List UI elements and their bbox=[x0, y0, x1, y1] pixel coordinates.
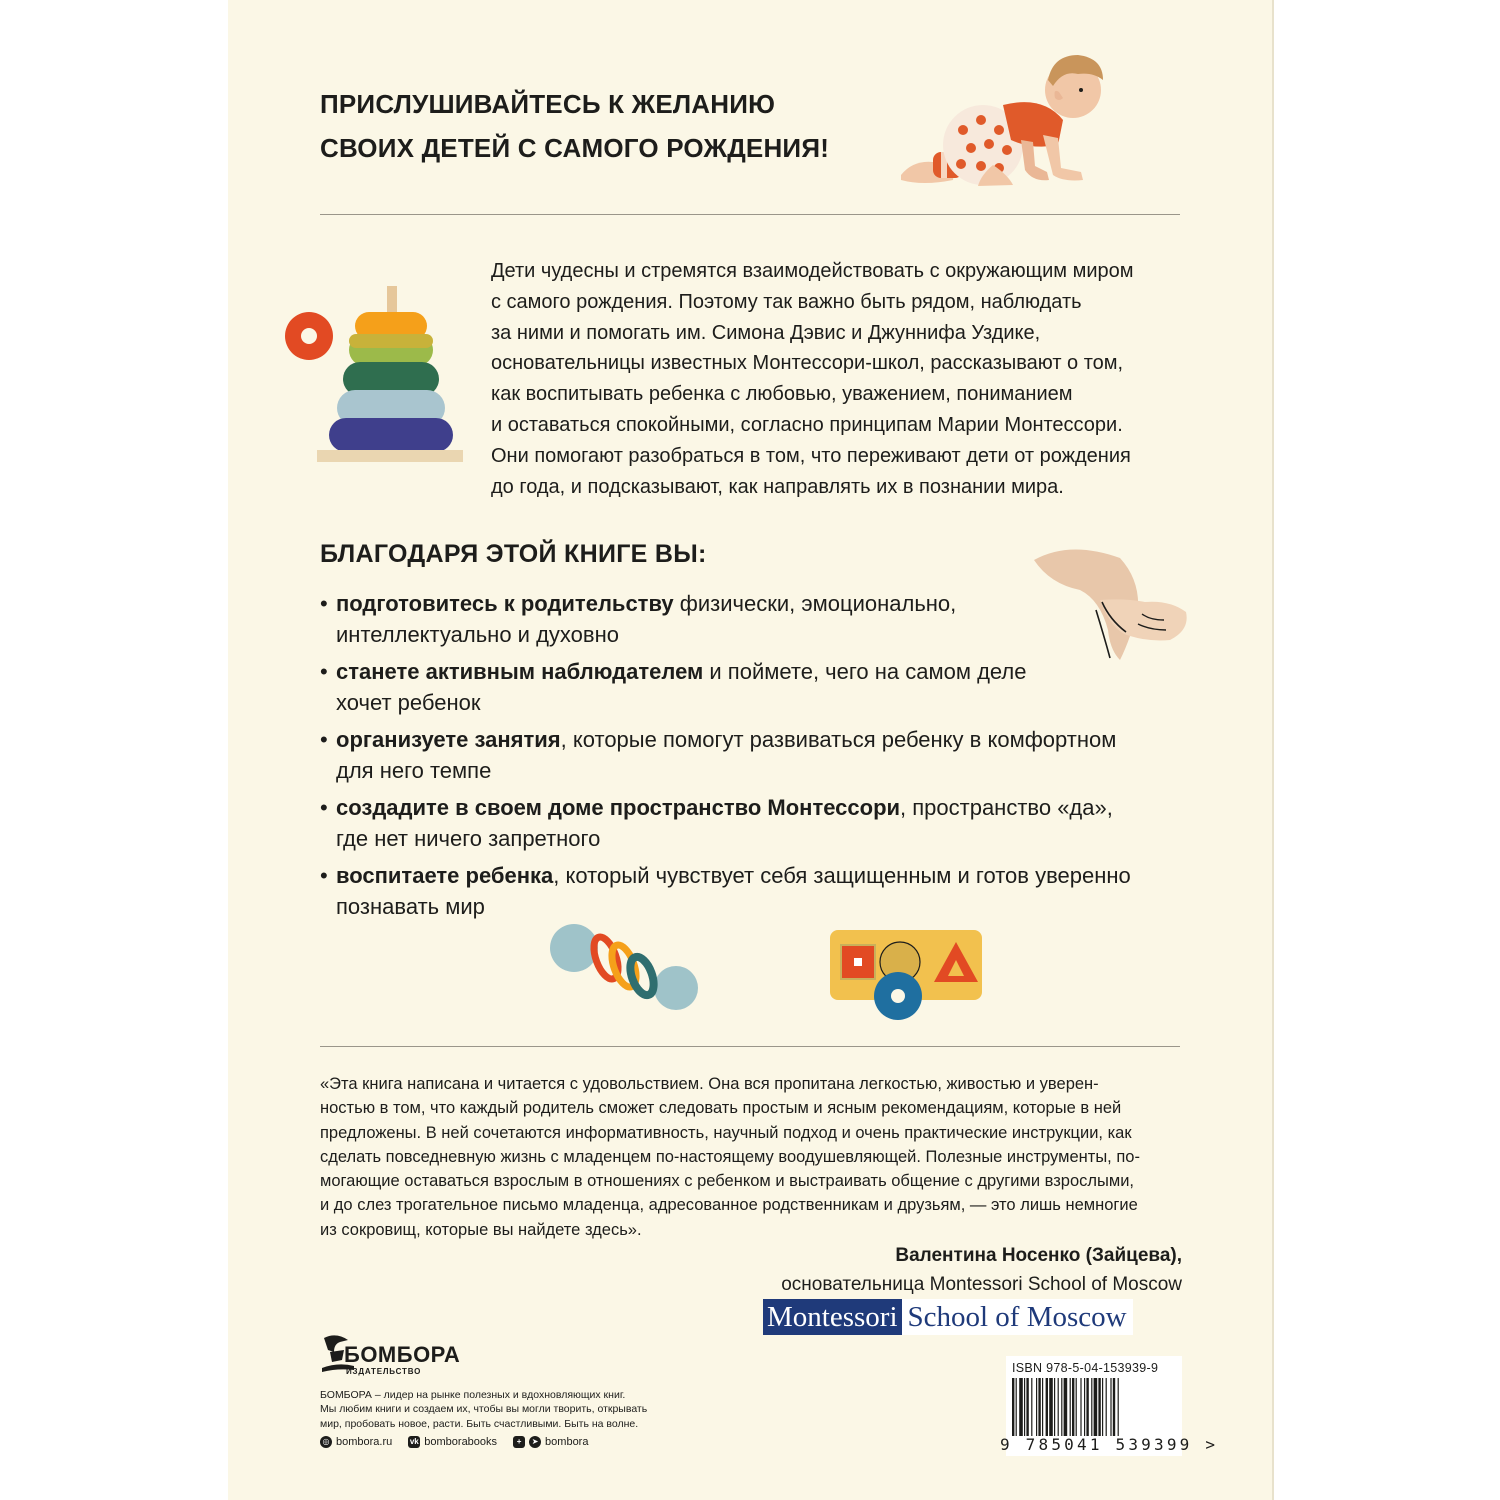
barcode-bar bbox=[1012, 1378, 1014, 1436]
intro-paragraph bbox=[491, 256, 1191, 502]
plus-icon: + bbox=[513, 1436, 525, 1448]
publisher-description-line: БОМБОРА – лидер на рынке полезных и вдохновляющих книг. bbox=[320, 1389, 626, 1401]
benefit-rest: , которые помогут развиваться ребенку в комфортном bbox=[560, 727, 1117, 752]
intro-line: как воспитывать ребенка с любовью, уважением, пониманием bbox=[491, 383, 1073, 406]
benefit-item bbox=[320, 588, 1200, 650]
benefit-rest: физически, эмоционально, bbox=[673, 591, 957, 616]
publisher-subtitle: ИЗДАТЕЛЬСТВО bbox=[346, 1367, 422, 1376]
barcode-bar bbox=[1058, 1378, 1059, 1436]
intro-line: за ними и помогать им. Симона Дэвис и Джуннифа Уздике, bbox=[491, 321, 1041, 344]
barcode-bar bbox=[1016, 1378, 1017, 1436]
testimonial-quote bbox=[320, 1072, 1190, 1242]
publisher-name: БОМБОРА bbox=[344, 1342, 461, 1367]
social-text: bomborabooks bbox=[424, 1436, 498, 1448]
benefit-line bbox=[336, 860, 1200, 891]
stacking-rings-illustration bbox=[283, 282, 465, 466]
montessori-school-logo bbox=[763, 1299, 1133, 1335]
intro-line: Они помогают разобраться в том, что переживают дети от рождения bbox=[491, 444, 1131, 467]
web-icon: ◎ bbox=[320, 1436, 332, 1448]
intro-line: основательницы известных Монтессори-школ, рассказывают о том, bbox=[491, 352, 1124, 375]
bullet: • bbox=[320, 863, 328, 888]
cover-edge bbox=[1272, 0, 1274, 1500]
montessori-logo-part-1: Montessori bbox=[763, 1299, 902, 1335]
benefit-line-2: хочет ребенок bbox=[336, 690, 481, 715]
barcode-bar bbox=[1070, 1378, 1071, 1436]
benefits-title: БЛАГОДАРЯ ЭТОЙ КНИГЕ ВЫ: bbox=[320, 540, 707, 568]
social-link-telegram[interactable] bbox=[513, 1436, 588, 1448]
benefit-item bbox=[320, 656, 1200, 718]
benefit-bold: создадите в своем доме пространство Монтессори bbox=[336, 795, 901, 820]
benefit-line-2: интеллектуально и духовно bbox=[336, 622, 619, 647]
quote-line: из сокровищ, которые вы найдете здесь». bbox=[320, 1220, 642, 1239]
benefit-rest: и поймете, чего на самом деле bbox=[703, 659, 1027, 684]
barcode-bar bbox=[1102, 1378, 1103, 1436]
barcode-bar bbox=[1054, 1378, 1055, 1436]
barcode-bar bbox=[1076, 1378, 1077, 1436]
publisher-description-line: мир, пробовать новое, расти. Быть счастливыми. Быть на волне. bbox=[320, 1417, 639, 1430]
barcode bbox=[1012, 1378, 1168, 1436]
bullet: • bbox=[320, 727, 328, 752]
intro-line: с самого рождения. Поэтому так важно быть рядом, наблюдать bbox=[491, 290, 1082, 313]
barcode-bar bbox=[1061, 1378, 1062, 1436]
crawling-baby-illustration bbox=[893, 40, 1113, 190]
benefit-item bbox=[320, 724, 1200, 786]
shape-puzzle-illustration bbox=[828, 926, 984, 1022]
barcode-bar bbox=[1046, 1378, 1048, 1436]
benefit-item bbox=[320, 792, 1200, 854]
isbn-digits: 9 785041 539399 > bbox=[1000, 1435, 1219, 1454]
rattle-illustration bbox=[548, 922, 702, 1012]
barcode-bar bbox=[1049, 1378, 1053, 1436]
publisher-socials bbox=[320, 1436, 588, 1448]
barcode-bar bbox=[1026, 1378, 1028, 1436]
author-role: основательница Montessori School of Moscow bbox=[781, 1274, 1182, 1295]
publisher-description bbox=[320, 1388, 647, 1431]
benefit-line bbox=[336, 724, 1200, 755]
benefit-bold: станете активным наблюдателем bbox=[336, 659, 704, 684]
barcode-bar bbox=[1106, 1378, 1107, 1436]
barcode-bar bbox=[1086, 1378, 1088, 1436]
barcode-bar bbox=[1036, 1378, 1037, 1436]
headline-line-1: ПРИСЛУШИВАЙТЕСЬ К ЖЕЛАНИЮ bbox=[320, 89, 776, 119]
barcode-bar bbox=[1110, 1378, 1111, 1436]
benefits-list bbox=[320, 588, 1200, 928]
barcode-bar bbox=[1113, 1378, 1115, 1436]
barcode-bar bbox=[1080, 1378, 1081, 1436]
barcode-bar bbox=[1019, 1378, 1023, 1436]
barcode-bar bbox=[1038, 1378, 1040, 1436]
benefit-line bbox=[336, 656, 1200, 687]
publisher-description-line: Мы любим книги и создаем их, чтобы вы могли творить, открывать bbox=[320, 1403, 648, 1416]
montessori-logo-part-2: School of Moscow bbox=[902, 1299, 1133, 1335]
author-name: Валентина Носенко (Зайцева), bbox=[895, 1245, 1182, 1266]
quote-line: «Эта книга написана и читается с удовольствием. Она вся пропитана легкостью, живостью и уверен- bbox=[320, 1075, 1099, 1093]
quote-line: могающие оставаться взрослым в отношениях с ребенком и выстраивать общение с другими взрослыми, bbox=[320, 1172, 1135, 1191]
quote-line: предложены. В ней сочетаются информативность, научный подход и очень практические инструкции, как bbox=[320, 1123, 1132, 1142]
bullet: • bbox=[320, 795, 328, 820]
headline bbox=[320, 82, 829, 170]
barcode-bar bbox=[1024, 1378, 1025, 1436]
vk-icon: vk bbox=[409, 1437, 419, 1446]
social-text: bombora bbox=[545, 1436, 589, 1448]
barcode-bar bbox=[1072, 1378, 1074, 1436]
quote-line: ностью в том, что каждый родитель сможет следовать простым и ясным рекомендациям, которые в ней bbox=[320, 1099, 1122, 1118]
barcode-bar bbox=[1084, 1378, 1085, 1436]
benefit-line-2: познавать мир bbox=[336, 894, 485, 919]
social-text: bombora.ru bbox=[336, 1436, 393, 1448]
barcode-bar bbox=[1118, 1378, 1119, 1436]
quote-line: сделать повседневную жизнь с младенцем по-настоящему воодушевляющей. Полезные инструменты, по- bbox=[320, 1147, 1140, 1166]
benefit-bold: организуете занятия bbox=[336, 727, 561, 752]
divider-top bbox=[320, 214, 1180, 215]
barcode-bar bbox=[1064, 1378, 1068, 1436]
benefit-line-2: для него темпе bbox=[336, 758, 492, 783]
benefit-line-2: где нет ничего запретного bbox=[336, 826, 601, 851]
divider-bottom bbox=[320, 1046, 1180, 1047]
social-link-web[interactable] bbox=[320, 1436, 392, 1448]
benefit-rest: , который чувствует себя защищенным и готов уверенно bbox=[553, 863, 1131, 888]
telegram-icon: ➤ bbox=[529, 1436, 541, 1448]
intro-line: и оставаться спокойными, согласно принципам Марии Монтессори. bbox=[491, 413, 1123, 436]
intro-line: Дети чудесны и стремятся взаимодействовать с окружающим миром bbox=[491, 260, 1134, 282]
quote-author bbox=[781, 1241, 1182, 1299]
headline-line-2: СВОИХ ДЕТЕЙ С САМОГО РОЖДЕНИЯ! bbox=[320, 133, 830, 163]
barcode-bar bbox=[1094, 1378, 1098, 1436]
benefit-bold: воспитаете ребенка bbox=[336, 863, 554, 888]
bullet: • bbox=[320, 591, 328, 616]
benefit-line bbox=[336, 588, 1200, 619]
social-link-vk[interactable] bbox=[408, 1436, 497, 1448]
quote-line: и до слез трогательное письмо младенца, адресованное родственникам и друзьям, — это лишь немногие bbox=[320, 1196, 1138, 1215]
barcode-bar bbox=[1091, 1378, 1092, 1436]
benefit-bold: подготовитесь к родительству bbox=[336, 591, 674, 616]
benefit-line bbox=[336, 792, 1200, 823]
isbn-label: ISBN 978-5-04-153939-9 bbox=[1012, 1361, 1159, 1375]
benefit-item bbox=[320, 860, 1200, 922]
bullet: • bbox=[320, 659, 328, 684]
benefit-rest: , пространство «да», bbox=[900, 795, 1113, 820]
barcode-bar bbox=[1042, 1378, 1043, 1436]
intro-line: до года, и подсказывают, как направлять их в познании мира. bbox=[491, 475, 1064, 498]
barcode-bar bbox=[1098, 1378, 1100, 1436]
barcode-bar bbox=[1031, 1378, 1032, 1436]
